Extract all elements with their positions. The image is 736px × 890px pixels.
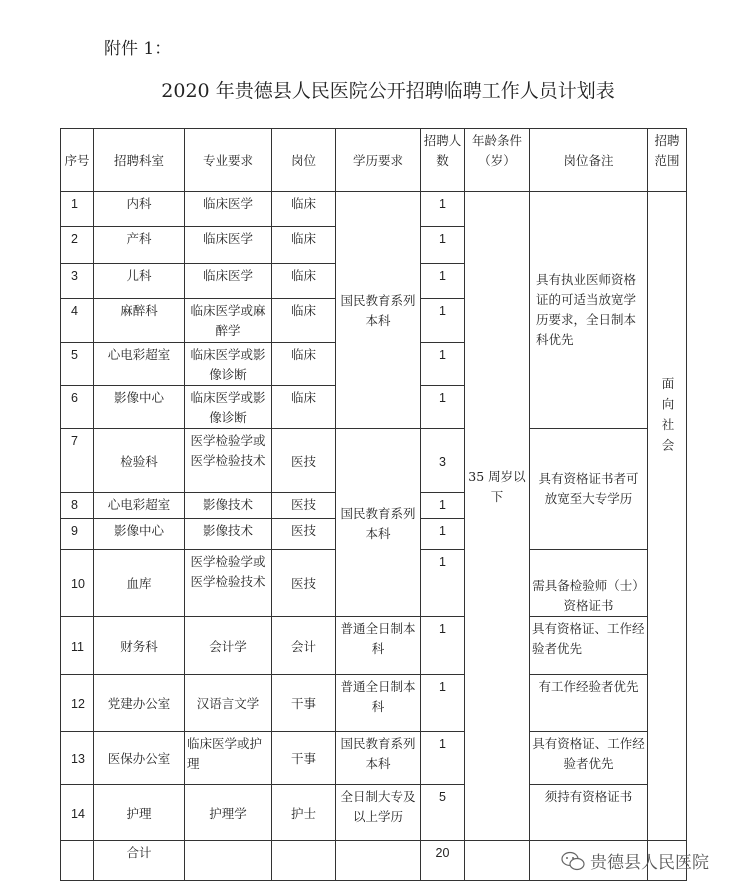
watermark — [560, 848, 709, 873]
row-seq: 1 — [61, 192, 94, 227]
scope-cell — [648, 192, 687, 841]
recruitment-table — [60, 128, 687, 881]
row-seq: 9 — [61, 519, 94, 550]
row-edu: 国民教育系列本科 — [336, 429, 421, 617]
row-post: 护士 — [272, 785, 336, 841]
header-dept: 招聘科室 — [94, 129, 185, 192]
header-count: 招聘人数 — [421, 129, 465, 192]
table-row — [61, 675, 687, 732]
row-post: 医技 — [272, 519, 336, 550]
row-seq: 7 — [61, 429, 94, 493]
row-seq: 13 — [61, 732, 94, 785]
row-count: 1 — [421, 264, 465, 299]
row-dept: 党建办公室 — [94, 675, 185, 732]
row-count: 3 — [421, 429, 465, 493]
row-count: 1 — [421, 227, 465, 264]
row-edu: 国民教育系列本科 — [336, 732, 421, 785]
row-post: 干事 — [272, 675, 336, 732]
row-seq: 6 — [61, 386, 94, 429]
row-post: 医技 — [272, 429, 336, 493]
row-post: 会计 — [272, 617, 336, 675]
row-count: 1 — [421, 192, 465, 227]
row-dept: 医保办公室 — [94, 732, 185, 785]
header-post: 岗位 — [272, 129, 336, 192]
row-post: 干事 — [272, 732, 336, 785]
row-seq: 3 — [61, 264, 94, 299]
row-dept: 心电彩超室 — [94, 493, 185, 519]
header-row — [61, 129, 687, 192]
page-title: 2020 年贵德县人民医院公开招聘临聘工作人员计划表 — [161, 80, 615, 102]
table-row — [61, 785, 687, 841]
row-dept: 影像中心 — [94, 519, 185, 550]
table-row — [61, 732, 687, 785]
row-note: 具有资格证、工作经验者优先 — [530, 617, 648, 675]
row-dept: 血库 — [94, 550, 185, 617]
row-major: 医学检验学或医学检验技术 — [185, 429, 272, 493]
row-major: 会计学 — [185, 617, 272, 675]
row-count: 1 — [421, 299, 465, 343]
row-seq: 8 — [61, 493, 94, 519]
table-row — [61, 617, 687, 675]
header-edu: 学历要求 — [336, 129, 421, 192]
row-major: 临床医学或影像诊断 — [185, 343, 272, 386]
row-dept: 心电彩超室 — [94, 343, 185, 386]
row-dept: 护理 — [94, 785, 185, 841]
header-note: 岗位备注 — [530, 129, 648, 192]
row-post: 临床 — [272, 227, 336, 264]
row-major: 临床医学 — [185, 227, 272, 264]
row-major: 临床医学或影像诊断 — [185, 386, 272, 429]
row-dept: 内科 — [94, 192, 185, 227]
row-major: 医学检验学或医学检验技术 — [185, 550, 272, 617]
row-count: 1 — [421, 519, 465, 550]
row-note: 有工作经验者优先 — [530, 675, 648, 732]
row-dept: 财务科 — [94, 617, 185, 675]
row-edu: 国民教育系列本科 — [336, 192, 421, 429]
age-cell: 35 周岁以下 — [465, 192, 530, 841]
wechat-icon — [560, 850, 586, 872]
row-post: 临床 — [272, 264, 336, 299]
row-post: 临床 — [272, 386, 336, 429]
header-seq: 序号 — [61, 129, 94, 192]
row-seq: 12 — [61, 675, 94, 732]
header-scope: 招聘范围 — [648, 129, 687, 192]
row-major: 临床医学或护理 — [185, 732, 272, 785]
scope-text: 面向社会 — [660, 377, 675, 459]
row-major: 临床医学 — [185, 192, 272, 227]
row-seq: 10 — [61, 550, 94, 617]
total-label: 合计 — [94, 841, 185, 881]
row-major: 临床医学或麻醉学 — [185, 299, 272, 343]
row-note: 具有资格证书者可放宽至大专学历 — [530, 429, 648, 550]
row-post: 医技 — [272, 550, 336, 617]
row-dept: 麻醉科 — [94, 299, 185, 343]
row-major: 临床医学 — [185, 264, 272, 299]
row-note: 须持有资格证书 — [530, 785, 648, 841]
row-seq: 2 — [61, 227, 94, 264]
row-major: 影像技术 — [185, 519, 272, 550]
row-count: 1 — [421, 617, 465, 675]
table-row — [61, 429, 687, 493]
row-note: 具有执业医师资格证的可适当放宽学历要求，全日制本科优先 — [530, 192, 648, 429]
row-post: 临床 — [272, 343, 336, 386]
row-dept: 儿科 — [94, 264, 185, 299]
watermark-text: 贵德县人民医院 — [590, 853, 709, 873]
row-edu: 普通全日制本科 — [336, 675, 421, 732]
row-post: 医技 — [272, 493, 336, 519]
row-count: 1 — [421, 343, 465, 386]
row-edu: 全日制大专及以上学历 — [336, 785, 421, 841]
row-count: 1 — [421, 675, 465, 732]
header-age: 年龄条件（岁） — [465, 129, 530, 192]
attachment-label: 附件 1： — [104, 39, 172, 59]
row-dept: 影像中心 — [94, 386, 185, 429]
table-row — [61, 192, 687, 227]
row-count: 1 — [421, 386, 465, 429]
row-major: 汉语言文学 — [185, 675, 272, 732]
header-major: 专业要求 — [185, 129, 272, 192]
row-count: 5 — [421, 785, 465, 841]
row-count: 1 — [421, 732, 465, 785]
row-major: 护理学 — [185, 785, 272, 841]
row-dept: 产科 — [94, 227, 185, 264]
row-post: 临床 — [272, 299, 336, 343]
row-edu: 普通全日制本科 — [336, 617, 421, 675]
row-note: 需具备检验师（士）资格证书 — [530, 550, 648, 617]
row-post: 临床 — [272, 192, 336, 227]
row-seq: 14 — [61, 785, 94, 841]
row-count: 1 — [421, 493, 465, 519]
row-seq: 5 — [61, 343, 94, 386]
row-note: 具有资格证、工作经验者优先 — [530, 732, 648, 785]
row-dept: 检验科 — [94, 429, 185, 493]
row-seq: 4 — [61, 299, 94, 343]
row-major: 影像技术 — [185, 493, 272, 519]
row-seq: 11 — [61, 617, 94, 675]
total-count: 20 — [421, 841, 465, 881]
row-count: 1 — [421, 550, 465, 617]
